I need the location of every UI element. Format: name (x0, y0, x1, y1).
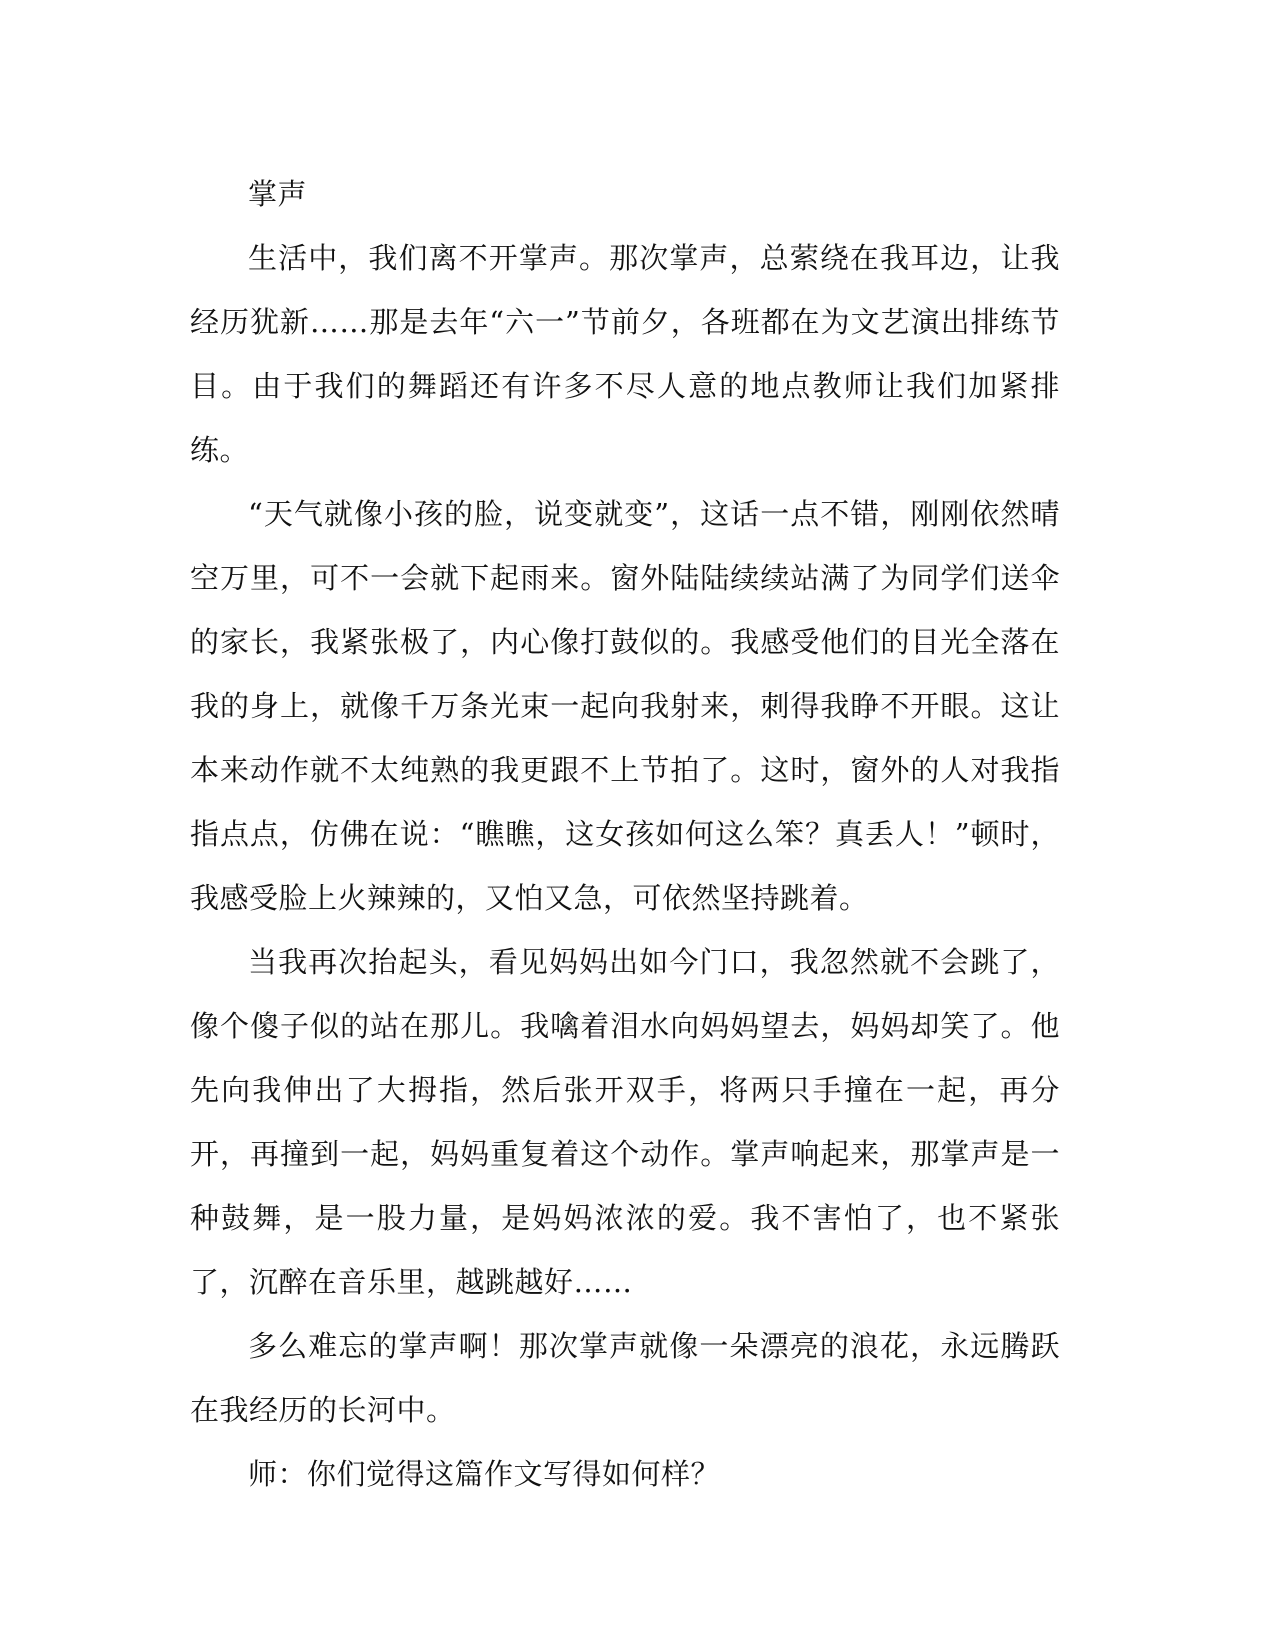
paragraph-mother: 当我再次抬起头，看见妈妈出如今门口，我忽然就不会跳了，像个傻子似的站在那儿。我噙着泪水向妈妈望去，妈妈却笑了。他先向我伸出了大拇指，然后张开双手，将两只手撞在一起，再分开，再撞到一起，妈妈重复着这个动作。掌声响起来，那掌声是一种鼓舞，是一股力量，是妈妈浓浓的爱。我不害怕了，也不紧张了，沉醉在音乐里，越跳越好…… (190, 945, 1060, 1299)
essay-title: 掌声 (248, 177, 308, 211)
paragraph-rain: “天气就像小孩的脸，说变就变”，这话一点不错，刚刚依然晴空万里，可不一会就下起雨来。窗外陆陆续续站满了为同学们送伞的家长，我紧张极了，内心像打鼓似的。我感受他们的目光全落在我的身上，就像千万条光束一起向我射来，刺得我睁不开眼。这让本来动作就不太纯熟的我更跟不上节拍了。这时，窗外的人对我指指点点，仿佛在说：“瞧瞧，这女孩如何这么笨？真丢人！”顿时，我感受脸上火辣辣的，又怕又急，可依然坚持跳着。 (190, 497, 1060, 915)
paragraph-teacher-question: 师：你们觉得这篇作文写得如何样？ (248, 1457, 721, 1491)
document-body (190, 162, 1060, 1506)
paragraph-intro: 生活中，我们离不开掌声。那次掌声，总萦绕在我耳边，让我经历犹新……那是去年“六一”节前夕，各班都在为文艺演出排练节目。由于我们的舞蹈还有许多不尽人意的地点教师让我们加紧排练。 (190, 241, 1060, 467)
paragraph-conclusion: 多么难忘的掌声啊！那次掌声就像一朵漂亮的浪花，永远腾跃在我经历的长河中。 (190, 1329, 1060, 1427)
